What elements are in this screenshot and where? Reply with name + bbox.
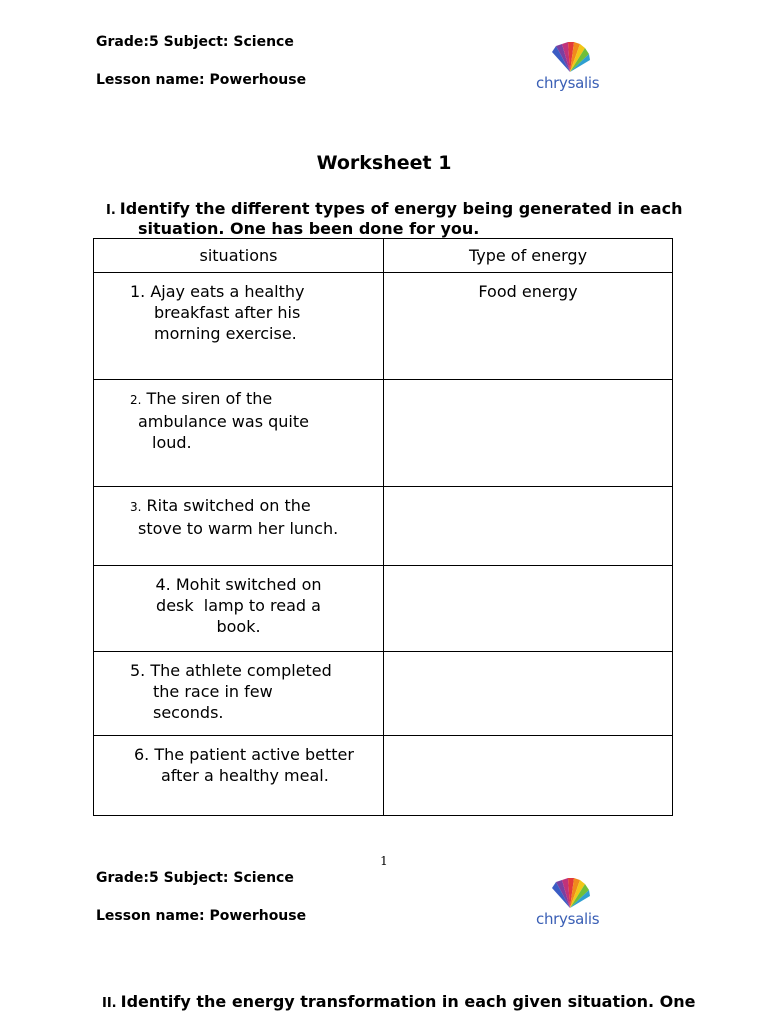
lesson-name: Lesson name: Powerhouse — [96, 908, 307, 924]
situation-cell — [94, 380, 384, 487]
situation-number: 3. — [130, 500, 142, 514]
table-row — [94, 652, 673, 736]
situation-line: stove to warm her lunch. — [138, 519, 339, 538]
situation-number: 5. — [130, 661, 146, 680]
lesson-name: Lesson name: Powerhouse — [96, 72, 307, 88]
situation-number: 2. — [130, 393, 142, 407]
energy-cell[interactable] — [384, 380, 673, 487]
situation-line — [130, 495, 383, 518]
question-1-cont — [138, 219, 479, 239]
question-line-2: situation. One has been done for you. — [138, 219, 480, 238]
energy-answer — [384, 736, 672, 744]
situation-text: Mohit switched on — [175, 575, 322, 594]
situation-text: The athlete completed — [150, 661, 332, 680]
situation-text: Ajay eats a healthy — [150, 282, 305, 301]
chrysalis-logo — [534, 876, 606, 928]
situation-line — [130, 660, 383, 681]
table-header-row — [94, 239, 673, 273]
situation-number: 4. — [155, 575, 171, 594]
situation-text: The siren of the — [146, 389, 273, 408]
situation-text: Rita switched on the — [146, 496, 311, 515]
question-numeral: I. — [106, 203, 116, 218]
situation-cell — [94, 736, 384, 816]
page-number: 1 — [380, 854, 388, 868]
energy-cell[interactable] — [384, 487, 673, 566]
table-row — [94, 736, 673, 816]
table-row — [94, 380, 673, 487]
situation-line — [134, 744, 383, 765]
energy-answer — [384, 652, 672, 660]
energy-cell[interactable] — [384, 273, 673, 380]
situation-line: after a healthy meal. — [161, 766, 329, 785]
situation-line: desk lamp to read a — [156, 596, 321, 615]
question-numeral: II. — [102, 996, 117, 1011]
situation-number: 6. — [134, 745, 150, 764]
energy-answer — [384, 566, 672, 574]
question-line-1: Identify the energy transformation in each given situation. One — [120, 992, 696, 1011]
header-situations: situations — [94, 239, 384, 273]
situation-line — [130, 388, 383, 411]
grade-subject: Grade:5 Subject: Science — [96, 870, 294, 886]
energy-answer — [384, 487, 672, 495]
situation-line: the race in few — [153, 682, 273, 701]
table-row — [94, 487, 673, 566]
situation-cell — [94, 487, 384, 566]
energy-answer — [384, 380, 672, 388]
table-row — [94, 273, 673, 380]
question-line-1: Identify the different types of energy being generated in each — [119, 199, 683, 218]
chrysalis-butterfly-icon — [542, 40, 598, 74]
energy-answer: Food energy — [478, 282, 578, 301]
energy-cell[interactable] — [384, 652, 673, 736]
situation-line: seconds. — [153, 703, 224, 722]
logo-wordmark: chrysalis — [536, 910, 600, 928]
situation-line: breakfast after his — [154, 303, 301, 322]
worksheet-title: Worksheet 1 — [316, 152, 452, 174]
energy-table — [93, 238, 673, 816]
situation-line — [94, 574, 383, 595]
table-row — [94, 566, 673, 652]
logo-wordmark: chrysalis — [536, 74, 600, 92]
situation-text: The patient active better — [154, 745, 354, 764]
situation-line: ambulance was quite — [138, 412, 309, 431]
chrysalis-logo — [534, 40, 606, 92]
situation-number: 1. — [130, 282, 146, 301]
question-2 — [102, 992, 695, 1014]
situation-line: loud. — [152, 433, 192, 452]
energy-cell[interactable] — [384, 736, 673, 816]
situation-cell — [94, 566, 384, 652]
situation-line — [130, 281, 383, 302]
question-1 — [106, 199, 682, 221]
situation-cell — [94, 652, 384, 736]
situation-line: book. — [216, 617, 261, 636]
situation-cell — [94, 273, 384, 380]
energy-cell[interactable] — [384, 566, 673, 652]
header-type-of-energy: Type of energy — [384, 239, 673, 273]
situation-line: morning exercise. — [154, 324, 297, 343]
chrysalis-butterfly-icon — [542, 876, 598, 910]
grade-subject: Grade:5 Subject: Science — [96, 34, 294, 50]
